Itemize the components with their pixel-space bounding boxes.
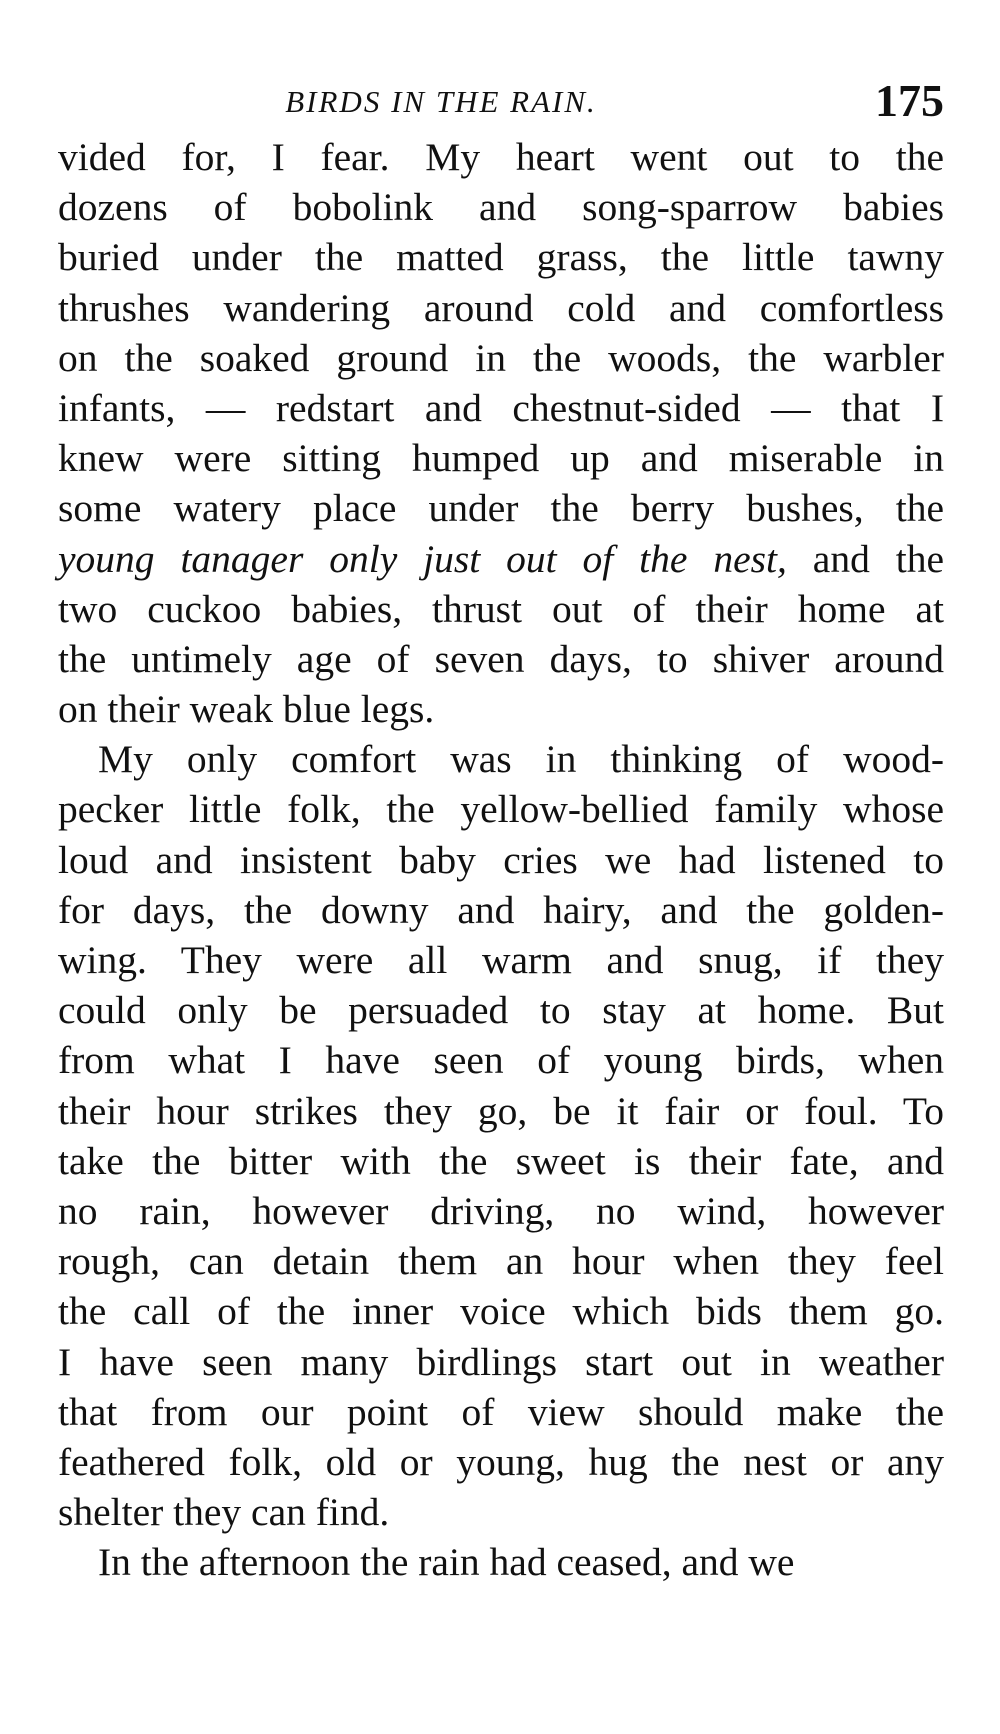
body-text bbox=[58, 132, 944, 1587]
text-line: loud and insistent baby cries we had listened to bbox=[58, 837, 944, 882]
text-line: from what I have seen of young birds, when bbox=[58, 1038, 944, 1083]
text-line: could only be persuaded to stay at home. But bbox=[58, 988, 944, 1033]
text-line: for days, the downy and hairy, and the golden- bbox=[58, 887, 944, 932]
text-line: their hour strikes they go, be it fair or foul. To bbox=[58, 1088, 944, 1133]
text-line: no rain, however driving, no wind, however bbox=[58, 1188, 944, 1233]
text-line: on the soaked ground in the woods, the warbler bbox=[58, 335, 944, 380]
text-line: pecker little folk, the yellow-bellied family whose bbox=[58, 787, 944, 832]
text-line: two cuckoo babies, thrust out of their home at bbox=[58, 586, 944, 631]
text-line: In the afternoon the rain had ceased, and we bbox=[98, 1540, 795, 1585]
book-page bbox=[58, 75, 944, 1710]
text-line: knew were sitting humped up and miserable in bbox=[58, 436, 944, 481]
text-line: I have seen many birdlings start out in weather bbox=[58, 1339, 944, 1384]
text-line: young tanager only just out of the nest, and the bbox=[58, 536, 944, 581]
running-title: BIRDS IN THE RAIN. bbox=[285, 84, 597, 119]
text-line: some watery place under the berry bushes, the bbox=[58, 486, 944, 531]
text-line: buried under the matted grass, the little tawny bbox=[58, 235, 944, 280]
running-head bbox=[58, 75, 944, 132]
text-line: My only comfort was in thinking of wood- bbox=[98, 737, 944, 782]
text-line: rough, can detain them an hour when they feel bbox=[58, 1239, 944, 1284]
italic-phrase: young tanager only just out of the nest, bbox=[58, 536, 787, 581]
text-line: that from our point of view should make the bbox=[58, 1389, 944, 1434]
text-line: vided for, I fear. My heart went out to the bbox=[58, 135, 944, 179]
text-line: dozens of bobolink and song-sparrow babies bbox=[58, 185, 944, 230]
text-line: shelter they can find. bbox=[58, 1490, 390, 1535]
text-line: take the bitter with the sweet is their fate, and bbox=[58, 1138, 944, 1183]
text-line: thrushes wandering around cold and comfortless bbox=[58, 285, 944, 330]
text-line: infants, — redstart and chestnut-sided — that I bbox=[58, 385, 944, 430]
text-line: on their weak blue legs. bbox=[58, 687, 435, 732]
text-line: wing. They were all warm and snug, if they bbox=[58, 938, 944, 982]
text-line: feathered folk, old or young, hug the nest or any bbox=[58, 1439, 944, 1484]
text-line: the untimely age of seven days, to shiver around bbox=[58, 636, 944, 681]
text-line: the call of the inner voice which bids them go. bbox=[58, 1289, 944, 1334]
page-number: 175 bbox=[875, 75, 944, 126]
